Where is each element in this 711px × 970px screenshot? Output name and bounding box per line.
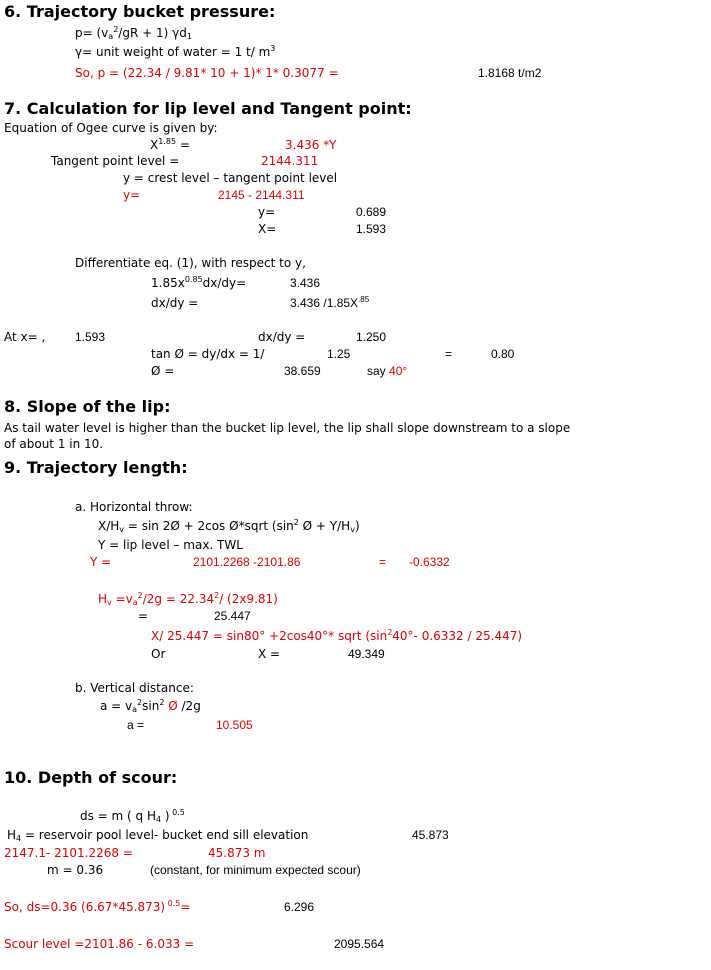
horizontal-throw-title: a. Horizontal throw:	[75, 500, 193, 514]
y-lip-values: 2101.2268 -2101.86	[193, 555, 301, 569]
scour-depth-value: 6.296	[284, 900, 315, 914]
tan-phi-equals: =	[445, 347, 453, 361]
phi-say: say 40°	[367, 364, 408, 378]
h4-calc-value: 45.873 m	[208, 846, 266, 860]
vertical-distance-formula: $a = v_a^2\sin^2$ Ø /2g	[100, 698, 201, 714]
h4-definition: $H_4$ = reservoir pool level- bucket end sill elevation	[7, 828, 309, 843]
pressure-formula: $p= (v_a^2/gR + 1)$ $\gamma d_1$	[75, 25, 192, 41]
section-8-heading: 8. Slope of the lip:	[4, 397, 171, 416]
x-result-value: 1.593	[356, 222, 387, 236]
tangent-point-label: Tangent point level =	[51, 154, 180, 168]
y-result-label: y=	[258, 205, 276, 219]
tan-phi-label: tan Ø = dy/dx = 1/	[151, 347, 265, 361]
y-calc: 2145 - 2144.311	[218, 188, 305, 202]
lip-slope-text-2: of about 1 in 10.	[4, 437, 104, 451]
vertical-distance-value: 10.505	[216, 718, 253, 732]
hv-formula: $H_v =v_a^2/2g = 22.34^2/$ (2x9.81)	[98, 591, 278, 607]
phi-value: 38.659	[284, 364, 321, 378]
phi-label: Ø =	[151, 364, 175, 378]
dxdy-label: dx/dy =	[151, 296, 199, 310]
scour-level-value: 2095.564	[334, 937, 385, 951]
dxdy-expression: 3.436 $/1.85X^{.85}$	[290, 295, 370, 310]
tan-phi-value: 0.80	[491, 347, 515, 361]
ogee-intro: Equation of Ogee curve is given by:	[4, 121, 218, 135]
unit-weight-line: γ= unit weight of water = 1 t/ $m^3$	[75, 44, 276, 59]
hv-value: 25.447	[214, 609, 251, 623]
m-constant-note: (constant, for minimum expected scour)	[150, 863, 361, 877]
y-lip-equals: =	[379, 555, 387, 569]
vertical-distance-label: a =	[127, 718, 145, 732]
y-result-value: 0.689	[356, 205, 387, 219]
y-eq-label: y=	[123, 188, 141, 202]
ogee-rhs: 3.436 *Y	[285, 138, 337, 152]
derivative-lhs: $1.85x^{0.85}dx/dy=$	[151, 275, 247, 290]
section-9-heading: 9. Trajectory length:	[4, 458, 188, 477]
derivative-value: 3.436	[290, 276, 321, 290]
x-throw-equation: X/ 25.447 = sin80° +2cos40°* sqrt ($\sin^240^\circ-$ 0.6332 / 25.447)	[151, 628, 523, 643]
y-lip-result: -0.6332	[409, 555, 450, 569]
h4-value: 45.873	[412, 828, 449, 842]
section-7-heading: 7. Calculation for lip level and Tangent point:	[4, 99, 412, 118]
at-x-value: 1.593	[75, 330, 106, 344]
or-label: Or	[151, 647, 166, 661]
scour-level-calc: Scour level =2101.86 - 6.033 =	[4, 937, 195, 951]
vertical-distance-title: b. Vertical distance:	[75, 681, 194, 695]
dxdy-at-x-value: 1.250	[356, 330, 387, 344]
x-throw-label: X =	[258, 647, 281, 661]
dxdy-at-x-label: dx/dy =	[258, 330, 306, 344]
y-lip-definition: Y = lip level – max. TWL	[98, 538, 243, 552]
hv-equals: =	[138, 609, 149, 623]
scour-depth-calc: So, ds=0.36 (6.67*45.873) $^{0.5}$=	[4, 899, 191, 914]
ogee-lhs: $X^{1.85}$ =	[150, 137, 190, 152]
y-lip-label: Y =	[90, 555, 112, 569]
pressure-calc: So, p = (22.34 / 9.81* 10 + 1)* 1* 0.3077 =	[75, 66, 339, 80]
h4-calc-label: 2147.1- 2101.2268 =	[4, 846, 133, 860]
at-x-label: At x= ,	[4, 330, 46, 344]
x-throw-value: 49.349	[348, 647, 385, 661]
scour-depth-formula: ds = m ( q $H_4$ ) $^{0.5}$	[80, 808, 185, 824]
lip-slope-text-1: As tail water level is higher than the bucket lip level, the lip shall slope downstream to a slope	[4, 421, 571, 435]
section-6-heading: 6. Trajectory bucket pressure:	[4, 2, 276, 21]
x-result-label: X=	[258, 222, 277, 236]
tangent-point-value: 2144.311	[261, 154, 319, 168]
y-definition: y = crest level – tangent point level	[123, 171, 338, 185]
pressure-result: 1.8168 t/m2	[478, 66, 542, 80]
horizontal-throw-formula: $X/H_v = \sin$ 2Ø + 2cos Ø*sqrt ($\sin^2$ Ø + $Y/H_v$)	[98, 518, 360, 534]
differentiate-line: Differentiate eq. (1), with respect to y,	[75, 256, 306, 270]
tan-phi-denominator: 1.25	[327, 347, 351, 361]
section-10-heading: 10. Depth of scour:	[4, 768, 178, 787]
m-constant: m = 0.36	[47, 863, 104, 877]
